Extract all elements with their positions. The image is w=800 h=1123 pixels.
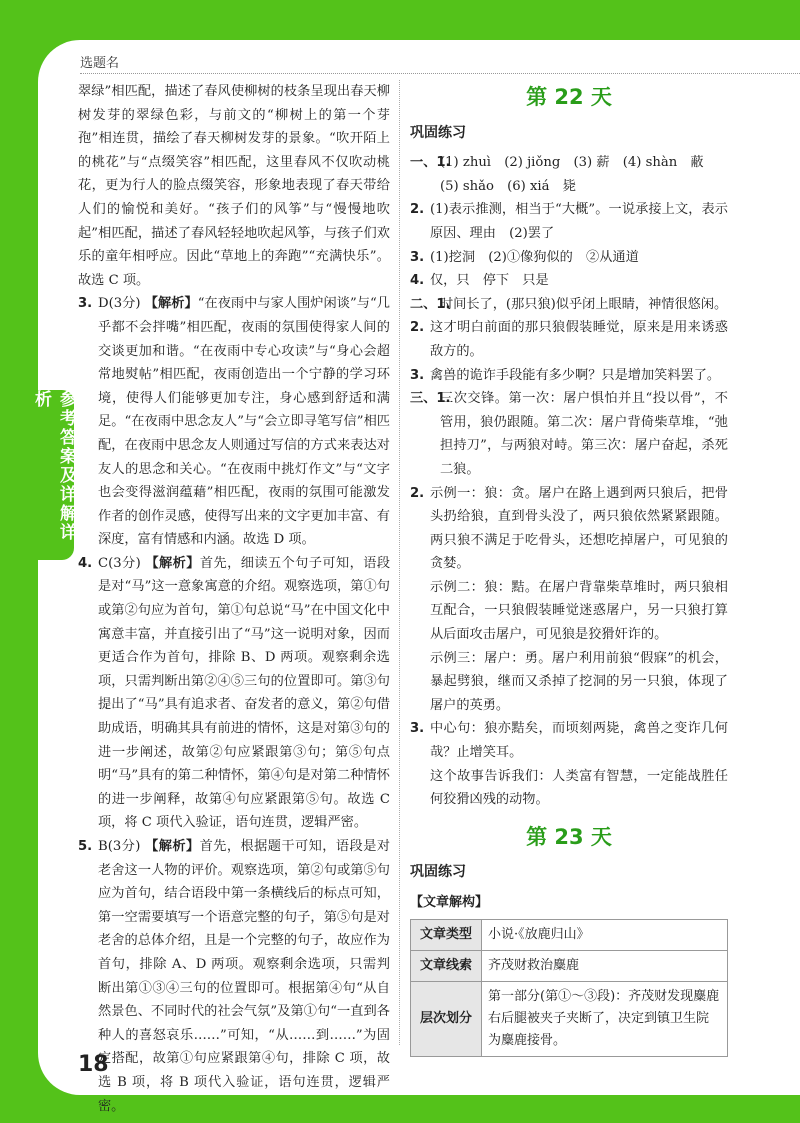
analysis-text: 首先，细读五个句子可知，语段是对“马”这一意象寓意的介绍。观察选项，第①句或第②句应为首句，第①句总说“马”在中国文化中寓意丰富，并直接引出了“马”这一说明对象，因而更适合作为首句，排除 B、D 两项。观察剩余选项，只需判断出第②④⑤三句的位置即可。第③句提出了“马”具有追求者、奋发者的意义，第②句借助成语，明确其具有前进的情怀，这是对第③句的进一步阐述，故第②句应紧跟第③句；第⑤句点明“马”具有的第二种情怀，第④句是对第二种情怀的进一步阐释，故第④句应紧跟第⑤句。故选 C 项，将 C 项代入验证，语句连贯，逻辑严密。	[98, 555, 391, 831]
subsection-heading: 【文章解构】	[410, 895, 489, 910]
answer-text: (1) zhuì (2) jiǒng (3) 薪 (4) shàn 蔽	[440, 155, 704, 171]
analysis-tag: 【解析】	[145, 555, 200, 571]
answer-text: 这才明白前面的那只狼假装睡觉，原来是用来诱惑敌方的。	[430, 320, 728, 359]
question-number: 3.	[78, 296, 93, 312]
question-number: 5.	[78, 839, 93, 854]
row-key: 文章类型	[411, 919, 482, 950]
question-number: 2.	[410, 320, 425, 336]
analysis-text: 首先，根据题干可知，语段是对老舍这一人物的评价。观察选项，第②句或第⑤句应为首句，结合语段中第一条横线后的标点可知，第一空需要填写一个语意完整的句子，第⑤句是对老舍的总体介绍，且是一个完整的句子，故应作为首句，排除 A、D 两项。观察剩余选项，只需判断出第①③④三句的位置即可。根据第④句“从自然景色、不同时代的社会气氛”及第①句“一直到各种人的喜怒哀乐……”可知，“从……到……”为固定搭配，故第①句应紧跟第④句，排除 C 项，故选 B 项，将 B 项代入验证，语句连贯，逻辑严密。	[98, 839, 391, 1114]
question-number: 3.	[410, 249, 425, 265]
question-number: 一、1.	[410, 155, 451, 171]
answer-4	[78, 552, 390, 835]
part1-q1	[410, 151, 728, 198]
row-value: 小说·《放鹿归山》	[482, 919, 728, 950]
day-23-title: 第 23 天	[526, 824, 612, 849]
row-key: 层次划分	[411, 981, 482, 1056]
answer-text: 示例一：狼：贪。屠户在路上遇到两只狼后，把骨头扔给狼，直到骨头没了，两只狼依然紧紧跟随。两只狼不满足于吃骨头，还想吃掉屠户，可见狼的贪婪。	[430, 485, 728, 572]
part1-q4	[410, 269, 728, 293]
question-number: 4.	[410, 273, 425, 289]
answer-text: (1)挖洞 (2)①像狗似的 ②从通道	[430, 249, 639, 265]
part3-q3	[410, 717, 728, 811]
answer-text: (5) shǎo (6) xiá 毙	[440, 178, 576, 194]
article-structure-table	[410, 919, 728, 1057]
continued-text: 翠绿”相匹配，描述了春风使柳树的枝条呈现出春天柳树发芽的翠绿色彩，与前文的“柳树上的第一个芽孢”相连贯，描绘了春天柳树发芽的景象。“吹开陌上的桃花”与“点缀笑容”相匹配，这里春风不仅吹动桃花，更为行人的脸点缀笑容，形象地表现了春天带给人们的愉悦和美好。“孩子们的风筝”与“慢慢地吹起”相匹配，描述了春风轻轻地吹起风筝，与孩子们欢乐的童年相呼应。因此“草地上的奔跑”“充满快乐”。故选 C 项。	[78, 84, 390, 288]
answer-3	[78, 292, 390, 552]
section-heading: 巩固练习	[410, 864, 466, 881]
side-tab: 参考答案及详解详析	[34, 390, 74, 560]
column-divider	[399, 80, 400, 1045]
part2-q1	[410, 293, 728, 317]
part2-q3	[410, 364, 728, 388]
answer-choice: C(3分)	[98, 555, 141, 571]
part1-q2	[410, 198, 728, 245]
answer-text: 示例二：狼：黠。在屠户背靠柴草堆时，两只狼相互配合，一只狼假装睡觉迷惑屠户，另一只狼打算从后面攻击屠户，可见狼是狡猾奸诈的。	[430, 579, 728, 643]
question-number: 2.	[410, 202, 425, 218]
analysis-tag: 【解析】	[144, 296, 198, 312]
answer-text: 三次交锋。第一次：屠户惧怕并且“投以骨”，不管用，狼仍跟随。第二次：屠户背倚柴草堆，“弛担持刀”，与两狼对峙。第三次：屠户奋起，杀死二狼。	[440, 391, 728, 477]
answer-text: 示例三：屠户：勇。屠户利用前狼“假寐”的机会，暴起劈狼，继而又杀掉了挖洞的另一只狼，体现了屠户的英勇。	[430, 650, 728, 713]
analysis-text: “在夜雨中与家人围炉闲谈”与“几乎都不会拌嘴”相匹配，夜雨的氛围使得家人间的交谈更加和谐。“在夜雨中专心攻读”与“身心会超常地熨帖”相匹配，夜雨创造出一个宁静的学习环境，使得人们能够更加专注，身心感到舒适和满足。“在夜雨中思念友人”与“会立即寻笔写信”相匹配，在夜雨中思念友人则通过写信的方式来表达对友人的思念和关心。“在夜雨中挑灯作文”与“文字也会变得滋润蕴藉”相匹配，夜雨的氛围可能激发作者的创作灵感，使得写出来的文字更加丰富、有深度，富有情感和内涵。故选 D 项。	[98, 296, 390, 548]
answer-text: 仅，只 停下 只是	[430, 273, 549, 289]
header-divider	[80, 73, 800, 74]
day-22-title: 第 22 天	[526, 85, 612, 109]
left-column	[78, 80, 390, 1118]
question-number: 2.	[410, 485, 425, 501]
page-number: 18	[78, 1052, 109, 1077]
question-number: 4.	[78, 555, 93, 571]
section-heading: 巩固练习	[410, 124, 466, 141]
part1-q3	[410, 246, 728, 270]
table-row	[411, 919, 728, 950]
analysis-tag: 【解析】	[145, 839, 200, 854]
table-row	[411, 981, 728, 1056]
row-value: 第一部分(第①～③段)：齐茂财发现麋鹿右后腿被夹子夹断了，决定到镇卫生院为麋鹿接骨。	[482, 981, 728, 1056]
table-row	[411, 950, 728, 981]
part2-q2	[410, 316, 728, 363]
header-tag: 选题名	[80, 56, 120, 71]
right-column	[410, 86, 728, 1057]
row-key: 文章线索	[411, 950, 482, 981]
answer-text: 时间长了，(那只狼)似乎闭上眼睛，神情很悠闲。	[440, 296, 728, 312]
answer-text: 禽兽的诡诈手段能有多少啊？只是增加笑料罢了。	[430, 367, 721, 383]
answer-text: 这个故事告诉我们：人类富有智慧，一定能战胜任何狡猾凶残的动物。	[430, 768, 728, 808]
answer-choice: D(3分)	[98, 296, 141, 312]
part3-q1	[410, 387, 728, 481]
question-number: 3.	[410, 367, 425, 383]
answer-text: 中心句：狼亦黠矣，而顷刻两毙，禽兽之变诈几何哉？止增笑耳。	[430, 721, 728, 761]
row-value: 齐茂财救治麋鹿	[482, 950, 728, 981]
question-number: 3.	[410, 721, 425, 737]
part3-q2	[410, 482, 728, 718]
question-number: 二、1.	[410, 296, 451, 312]
answer-5	[78, 835, 390, 1118]
question-number: 三、1.	[410, 391, 451, 407]
answer-text: (1)表示推测，相当于“大概”。一说承接上文，表示原因、理由 (2)罢了	[430, 202, 728, 241]
answer-choice: B(3分)	[98, 839, 141, 854]
